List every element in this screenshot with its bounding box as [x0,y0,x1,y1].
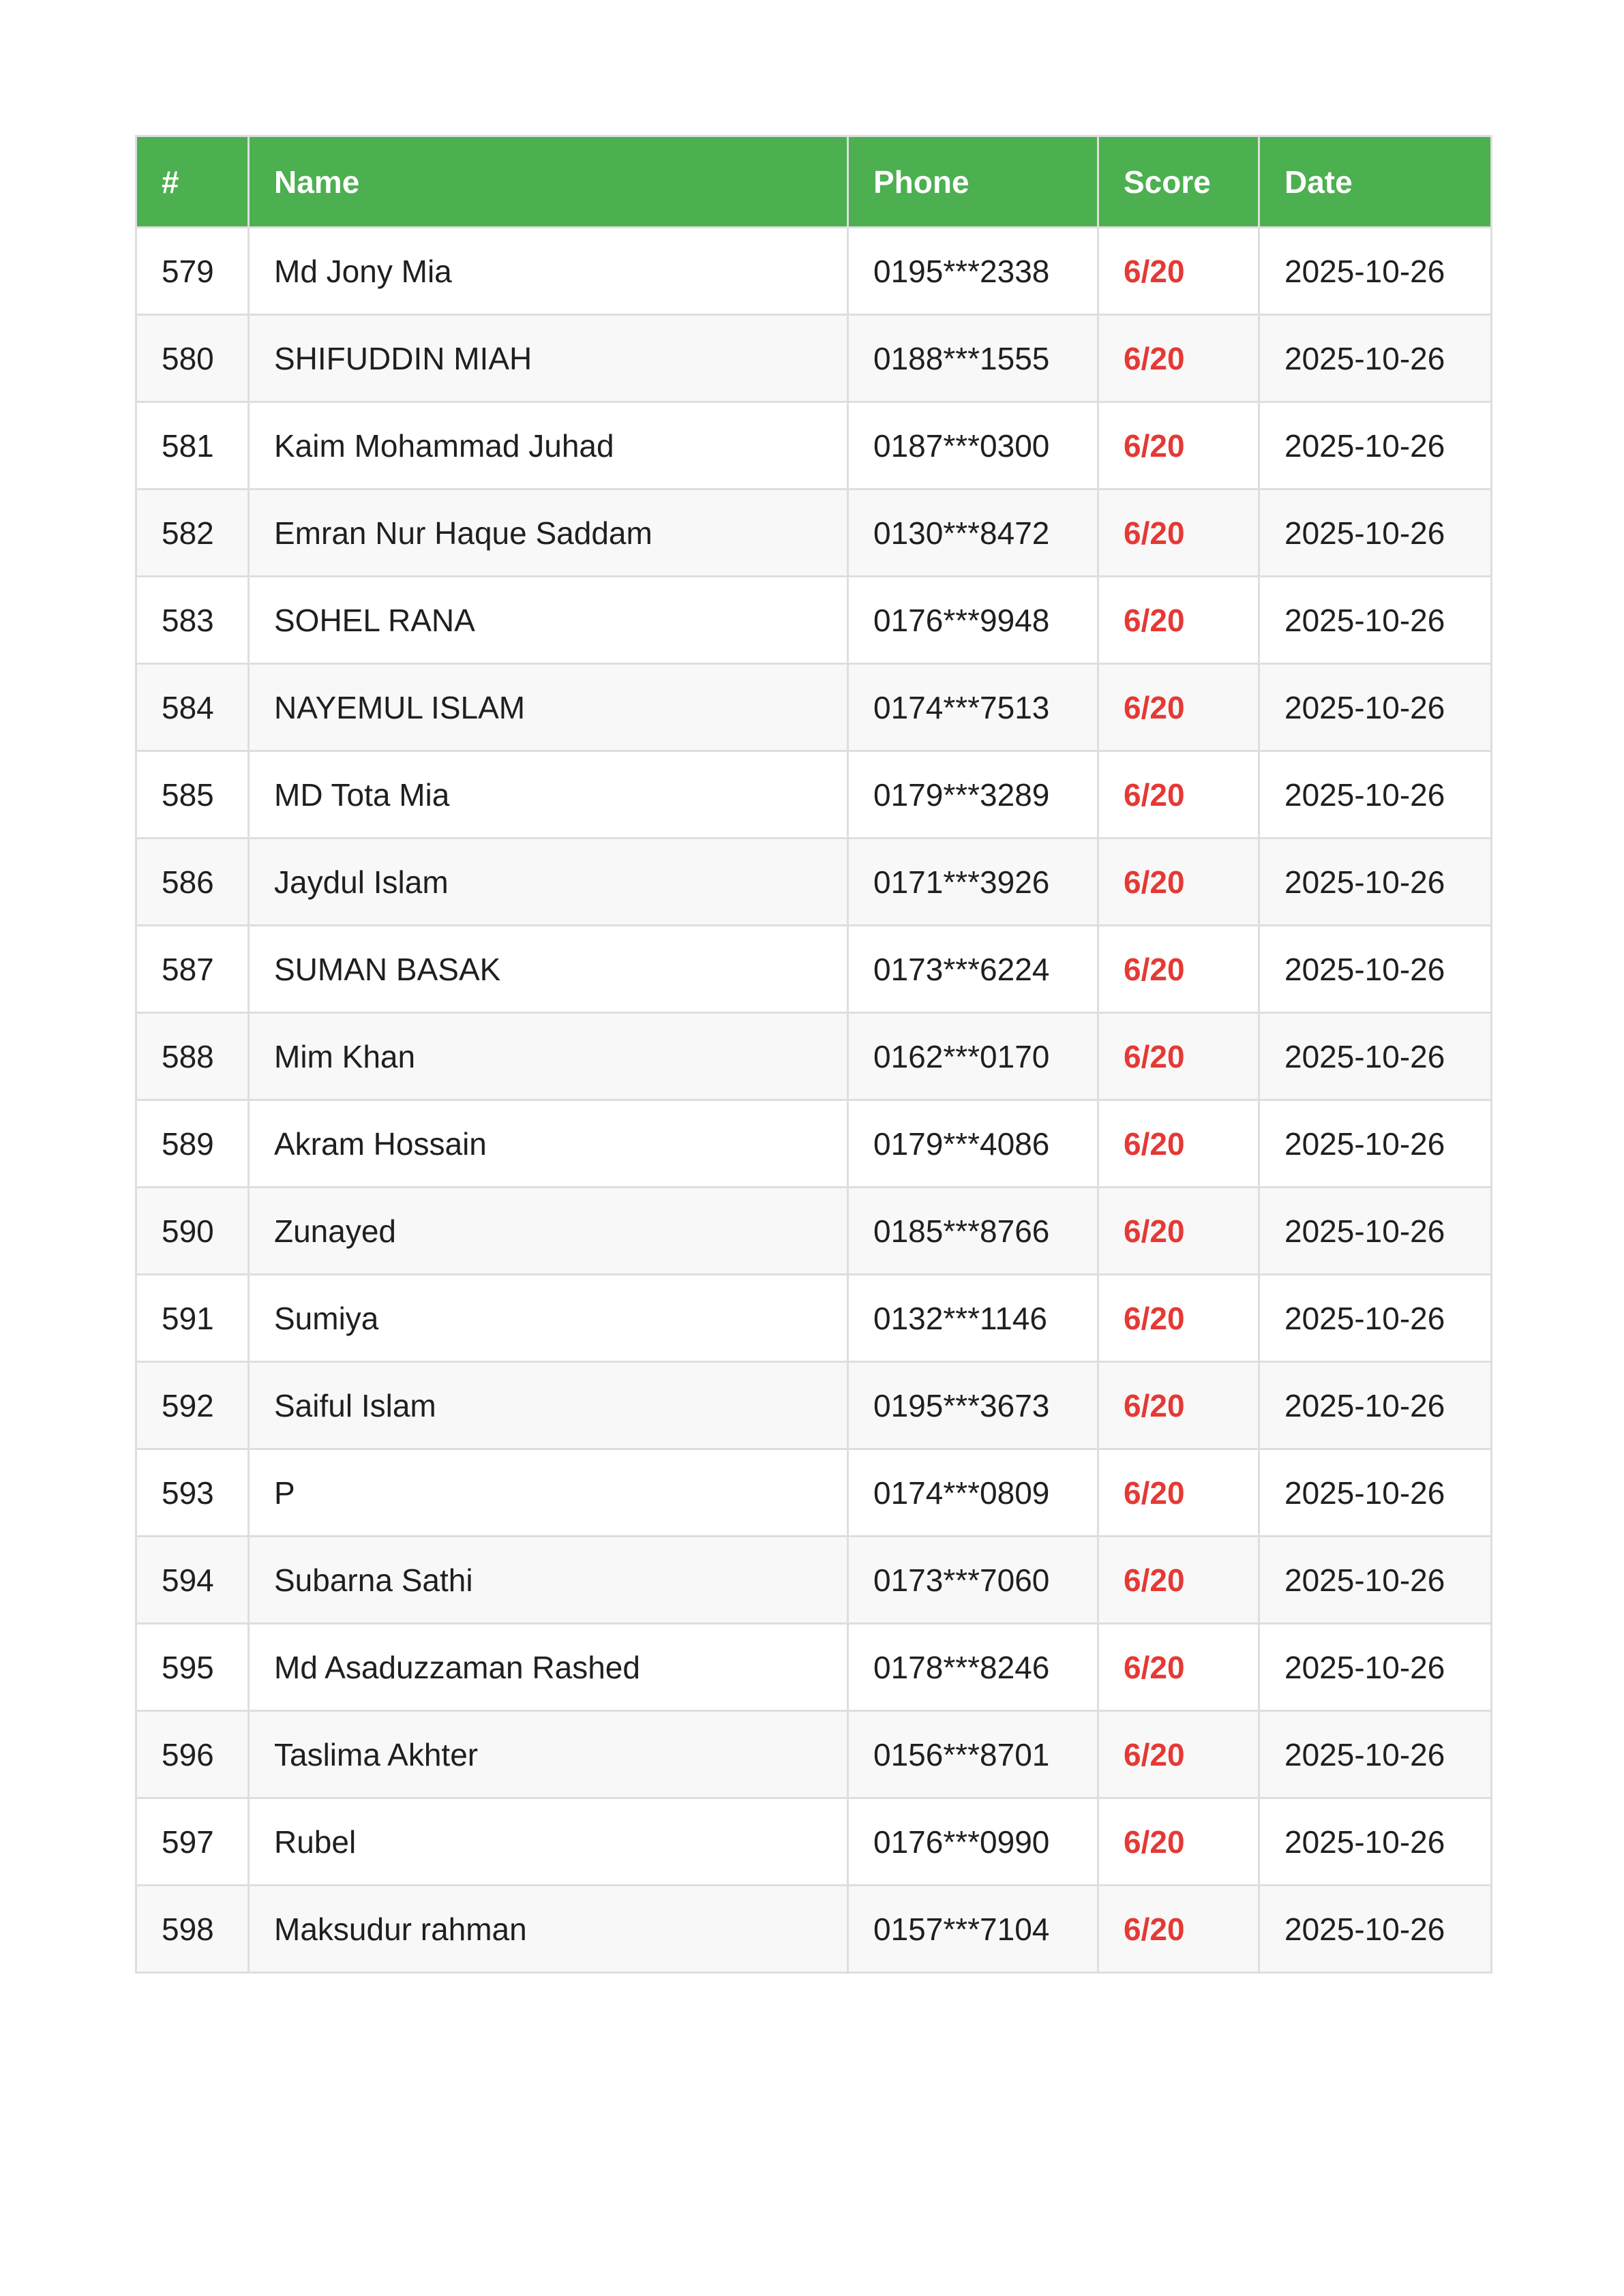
cell-phone: 0188***1555 [848,315,1098,402]
cell-phone: 0174***0809 [848,1449,1098,1537]
cell-name: Emran Nur Haque Saddam [249,489,848,577]
table-row [136,1537,1492,1624]
cell-date: 2025-10-26 [1259,1362,1492,1449]
cell-phone: 0195***3673 [848,1362,1098,1449]
cell-number: 586 [136,839,249,926]
cell-date: 2025-10-26 [1259,664,1492,751]
cell-name: NAYEMUL ISLAM [249,664,848,751]
header-score: Score [1098,136,1259,228]
cell-score: 6/20 [1098,1100,1259,1188]
cell-phone: 0176***0990 [848,1798,1098,1886]
cell-number: 582 [136,489,249,577]
cell-date: 2025-10-26 [1259,1537,1492,1624]
cell-date: 2025-10-26 [1259,1013,1492,1100]
cell-score: 6/20 [1098,1188,1259,1275]
table-row [136,1188,1492,1275]
cell-date: 2025-10-26 [1259,402,1492,489]
table-row [136,839,1492,926]
table-row [136,1362,1492,1449]
cell-name: Akram Hossain [249,1100,848,1188]
table-row [136,1798,1492,1886]
table-row [136,1624,1492,1711]
cell-score: 6/20 [1098,1798,1259,1886]
cell-score: 6/20 [1098,1013,1259,1100]
cell-score: 6/20 [1098,839,1259,926]
cell-phone: 0179***4086 [848,1100,1098,1188]
cell-number: 590 [136,1188,249,1275]
cell-name: Zunayed [249,1188,848,1275]
cell-date: 2025-10-26 [1259,577,1492,664]
table-row [136,1013,1492,1100]
cell-date: 2025-10-26 [1259,489,1492,577]
header-row [136,136,1492,228]
cell-number: 581 [136,402,249,489]
cell-number: 598 [136,1886,249,1973]
cell-number: 589 [136,1100,249,1188]
cell-date: 2025-10-26 [1259,1188,1492,1275]
cell-phone: 0187***0300 [848,402,1098,489]
cell-score: 6/20 [1098,1362,1259,1449]
table-header [136,136,1492,228]
cell-phone: 0156***8701 [848,1711,1098,1798]
cell-number: 585 [136,751,249,839]
cell-number: 579 [136,228,249,315]
cell-number: 595 [136,1624,249,1711]
cell-name: Subarna Sathi [249,1537,848,1624]
cell-phone: 0130***8472 [848,489,1098,577]
cell-date: 2025-10-26 [1259,751,1492,839]
cell-number: 588 [136,1013,249,1100]
cell-phone: 0174***7513 [848,664,1098,751]
table-row [136,1886,1492,1973]
cell-date: 2025-10-26 [1259,1100,1492,1188]
cell-score: 6/20 [1098,1624,1259,1711]
cell-score: 6/20 [1098,489,1259,577]
cell-name: Kaim Mohammad Juhad [249,402,848,489]
cell-name: Md Asaduzzaman Rashed [249,1624,848,1711]
table-row [136,1275,1492,1362]
cell-name: Md Jony Mia [249,228,848,315]
cell-score: 6/20 [1098,751,1259,839]
cell-score: 6/20 [1098,664,1259,751]
cell-score: 6/20 [1098,1886,1259,1973]
cell-date: 2025-10-26 [1259,1449,1492,1537]
table-row [136,1100,1492,1188]
cell-name: Saiful Islam [249,1362,848,1449]
table-body [136,228,1492,1973]
cell-number: 597 [136,1798,249,1886]
header-name: Name [249,136,848,228]
cell-number: 583 [136,577,249,664]
cell-phone: 0173***7060 [848,1537,1098,1624]
cell-number: 594 [136,1537,249,1624]
cell-name: Mim Khan [249,1013,848,1100]
table-row [136,1449,1492,1537]
cell-name: SUMAN BASAK [249,926,848,1013]
header-number: # [136,136,249,228]
header-date: Date [1259,136,1492,228]
cell-date: 2025-10-26 [1259,1798,1492,1886]
cell-number: 592 [136,1362,249,1449]
cell-name: MD Tota Mia [249,751,848,839]
cell-date: 2025-10-26 [1259,839,1492,926]
cell-name: SHIFUDDIN MIAH [249,315,848,402]
cell-score: 6/20 [1098,1537,1259,1624]
cell-name: Maksudur rahman [249,1886,848,1973]
results-sheet [135,135,1490,1974]
cell-name: Sumiya [249,1275,848,1362]
cell-name: Taslima Akhter [249,1711,848,1798]
cell-name: Rubel [249,1798,848,1886]
cell-number: 591 [136,1275,249,1362]
cell-score: 6/20 [1098,577,1259,664]
table-row [136,228,1492,315]
table-row [136,315,1492,402]
cell-score: 6/20 [1098,315,1259,402]
cell-phone: 0179***3289 [848,751,1098,839]
cell-phone: 0185***8766 [848,1188,1098,1275]
cell-score: 6/20 [1098,1275,1259,1362]
table-row [136,664,1492,751]
cell-date: 2025-10-26 [1259,926,1492,1013]
cell-score: 6/20 [1098,1711,1259,1798]
cell-phone: 0176***9948 [848,577,1098,664]
table-row [136,926,1492,1013]
table-row [136,402,1492,489]
cell-name: SOHEL RANA [249,577,848,664]
cell-phone: 0178***8246 [848,1624,1098,1711]
cell-date: 2025-10-26 [1259,228,1492,315]
cell-date: 2025-10-26 [1259,1886,1492,1973]
cell-number: 580 [136,315,249,402]
cell-phone: 0173***6224 [848,926,1098,1013]
cell-name: P [249,1449,848,1537]
cell-phone: 0171***3926 [848,839,1098,926]
cell-date: 2025-10-26 [1259,1711,1492,1798]
header-phone: Phone [848,136,1098,228]
cell-score: 6/20 [1098,402,1259,489]
cell-date: 2025-10-26 [1259,1624,1492,1711]
cell-score: 6/20 [1098,228,1259,315]
cell-number: 596 [136,1711,249,1798]
cell-phone: 0195***2338 [848,228,1098,315]
table-row [136,489,1492,577]
table-row [136,577,1492,664]
cell-date: 2025-10-26 [1259,1275,1492,1362]
cell-number: 587 [136,926,249,1013]
cell-name: Jaydul Islam [249,839,848,926]
cell-number: 593 [136,1449,249,1537]
table-row [136,1711,1492,1798]
table-row [136,751,1492,839]
cell-score: 6/20 [1098,1449,1259,1537]
cell-phone: 0162***0170 [848,1013,1098,1100]
cell-score: 6/20 [1098,926,1259,1013]
cell-phone: 0157***7104 [848,1886,1098,1973]
cell-phone: 0132***1146 [848,1275,1098,1362]
cell-number: 584 [136,664,249,751]
cell-date: 2025-10-26 [1259,315,1492,402]
results-table [135,135,1492,1974]
